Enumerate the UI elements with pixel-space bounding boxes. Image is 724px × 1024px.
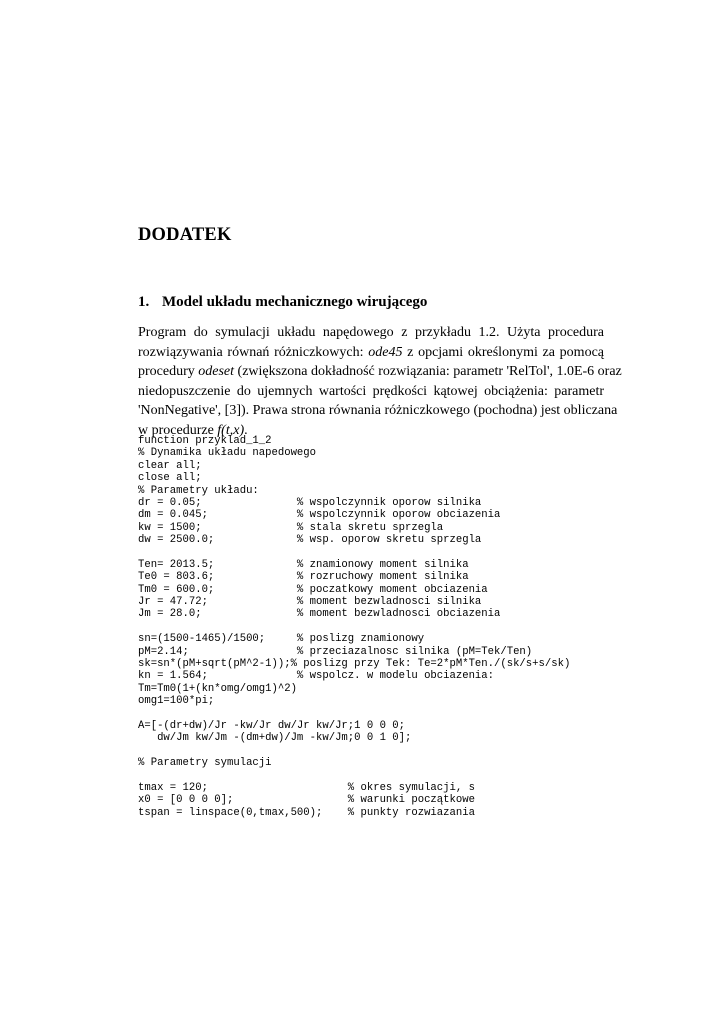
- chapter-title: DODATEK: [138, 225, 232, 245]
- intro-line: 'NonNegative', [3]). Prawa strona równania różniczkowego (pochodna) jest obliczana: [138, 403, 618, 418]
- intro-line: [138, 343, 604, 363]
- code-line: % Dynamika układu napedowego: [138, 447, 317, 460]
- code-line: function przyklad_1_2: [138, 435, 272, 447]
- intro-paragraph: [138, 323, 622, 440]
- code-line: Ten= 2013.5; % znamionowy moment silnika: [138, 558, 469, 571]
- intro-line: niedopuszczenie do ujemnych wartości prędkości kątowej obciążenia: parametr: [138, 383, 604, 399]
- code-line: pM=2.14; % przeciazalnosc silnika (pM=Tek/Ten): [138, 645, 533, 658]
- code-line: dm = 0.045; % wspolczynnik oporow obciazenia: [138, 509, 501, 522]
- code-line: dw/Jm kw/Jm -(dm+dw)/Jm -kw/Jm;0 0 1 0];: [138, 732, 412, 745]
- code-line: [138, 770, 570, 782]
- code-line: [138, 708, 570, 720]
- code-line: Jm = 28.0; % moment bezwladnosci obciazenia: [138, 608, 501, 621]
- code-line: A=[-(dr+dw)/Jr -kw/Jr dw/Jr kw/Jr;1 0 0 0;: [138, 719, 406, 732]
- code-listing: [138, 435, 570, 819]
- section-number: 1.: [138, 294, 150, 310]
- code-line: omg1=100*pi;: [138, 695, 215, 708]
- code-line: dw = 2500.0; % wsp. oporow skretu sprzegla: [138, 534, 482, 547]
- code-line: kw = 1500; % stala skretu sprzegla: [138, 521, 444, 534]
- code-line: clear all;: [138, 459, 202, 472]
- function-name-f: f(t,x): [217, 422, 245, 438]
- code-line: % Parametry symulacji: [138, 757, 272, 770]
- intro-text: z opcjami określonymi za pomocą: [402, 344, 604, 360]
- code-line: [138, 547, 570, 559]
- code-line: dr = 0.05; % wspolczynnik oporow silnika: [138, 496, 482, 509]
- intro-text: procedury: [138, 364, 199, 379]
- code-line: [138, 621, 570, 633]
- intro-text: w procedurze: [138, 422, 218, 438]
- section-heading: [138, 294, 427, 311]
- code-line: [138, 745, 570, 757]
- intro-line: [138, 362, 622, 382]
- intro-text: (zwiększona dokładność rozwiązania: parametr 'RelTol', 1.0E-6 oraz: [234, 364, 622, 379]
- intro-text: .: [244, 422, 248, 438]
- code-line: Tm0 = 600.0; % poczatkowy moment obciazenia: [138, 583, 488, 596]
- intro-text: rozwiązywania równań różniczkowych:: [138, 344, 369, 360]
- code-line: tmax = 120; % okres symulacji, s: [138, 781, 475, 794]
- code-line: % Parametry układu:: [138, 484, 259, 497]
- code-line: sn=(1500-1465)/1500; % poslizg znamionowy: [138, 633, 425, 646]
- code-line: Tm=Tm0(1+(kn*omg/omg1)^2): [138, 682, 297, 695]
- code-line: kn = 1.564; % wspolcz. w modelu obciazenia:: [138, 670, 495, 683]
- function-name-odeset: odeset: [198, 364, 235, 379]
- code-line: sk=sn*(pM+sqrt(pM^2-1));% poslizg przy Tek: Te=2*pM*Ten./(sk/s+s/sk): [138, 658, 571, 671]
- code-line: Te0 = 803.6; % rozruchowy moment silnika: [138, 571, 469, 584]
- code-line: x0 = [0 0 0 0]; % warunki początkowe: [138, 794, 475, 807]
- section-title: Model układu mechanicznego wirującego: [162, 294, 428, 310]
- intro-line: Program do symulacji układu napędowego z przykładu 1.2. Użyta procedura: [138, 325, 604, 340]
- code-line: tspan = linspace(0,tmax,500); % punkty rozwiazania: [138, 806, 475, 819]
- code-line: Jr = 47.72; % moment bezwladnosci silnika: [138, 596, 482, 609]
- function-name-ode45: ode45: [368, 344, 403, 360]
- code-line: close all;: [138, 472, 202, 485]
